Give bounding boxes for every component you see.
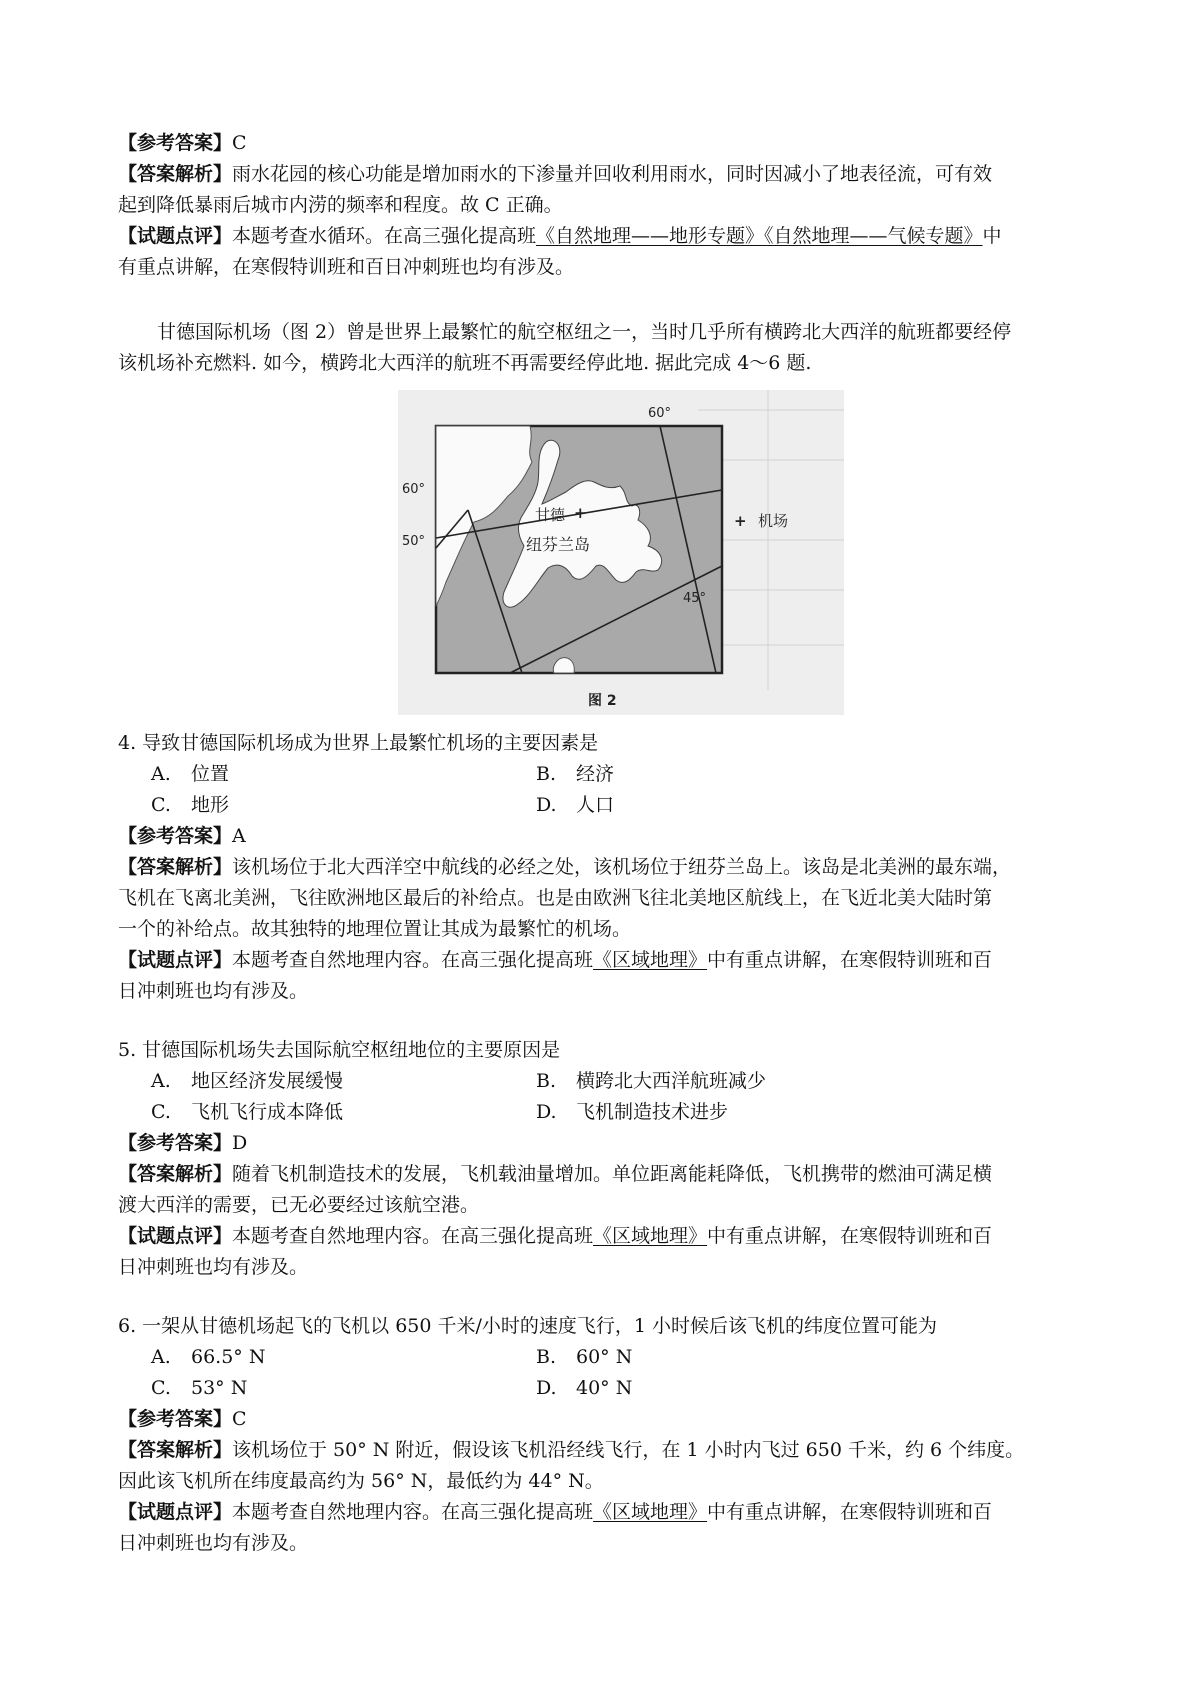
island-label: 纽芬兰岛 (526, 535, 591, 554)
course-link: 《自然地理——地形专题》《自然地理——气候专题》 (536, 225, 983, 247)
label-50-left: 50° (402, 534, 426, 549)
course-link: 《区域地理》 (593, 949, 708, 971)
figure-caption: 图 2 (588, 693, 617, 709)
airport-label: 甘德 (535, 506, 566, 524)
q4-option-b[interactable]: B. 经济 (536, 763, 615, 785)
label-45: 45° (683, 591, 707, 606)
q6-analysis-line-1: 【答案解析】该机场位于 50° N 附近，假设该飞机沿经线飞行，在 1 小时内飞过 650 千米，约 6 个纬度。 (118, 1439, 1025, 1461)
top-ref-answer: 【参考答案】C (118, 132, 247, 154)
q6-ref-answer: 【参考答案】C (118, 1408, 247, 1430)
q4-analysis-line-2: 飞机在飞离北美洲，飞往欧洲地区最后的补给点。也是由欧洲飞往北美地区航线上，在飞近北美大陆时第 (118, 887, 993, 909)
q6-option-a[interactable]: A. 66.5° N (151, 1346, 266, 1368)
q4-option-c[interactable]: C. 地形 (151, 794, 230, 816)
q4-option-a[interactable]: A. 位置 (151, 763, 230, 785)
q5-stem: 5. 甘德国际机场失去国际航空枢纽地位的主要原因是 (118, 1039, 561, 1061)
course-link: 《区域地理》 (593, 1225, 708, 1247)
q5-option-b[interactable]: B. 横跨北大西洋航班减少 (536, 1070, 767, 1092)
q5-option-c[interactable]: C. 飞机飞行成本降低 (151, 1101, 344, 1123)
course-link: 《区域地理》 (593, 1501, 708, 1523)
top-comment-line-1: 【试题点评】本题考查水循环。在高三强化提高班《自然地理——地形专题》《自然地理——气候专题》中 (118, 225, 1002, 247)
q4-comment-line-2: 日冲刺班也均有涉及。 (118, 980, 309, 1002)
q5-option-a[interactable]: A. 地区经济发展缓慢 (151, 1070, 344, 1092)
map-figure (398, 390, 844, 715)
q6-option-d[interactable]: D. 40° N (536, 1377, 633, 1399)
q6-comment-line-1: 【试题点评】本题考查自然地理内容。在高三强化提高班《区域地理》中有重点讲解，在寒假特训班和百 (118, 1501, 993, 1523)
q4-option-d[interactable]: D. 人口 (536, 794, 615, 816)
top-comment-line-2: 有重点讲解，在寒假特训班和百日冲刺班也均有涉及。 (118, 256, 575, 278)
airport-marker-icon: + (574, 504, 587, 522)
label-60-top: 60° (648, 406, 672, 421)
q4-analysis-line-3: 一个的补给点。故其独特的地理位置让其成为最繁忙的机场。 (118, 918, 632, 940)
intro-line-1: 甘德国际机场（图 2）曾是世界上最繁忙的航空枢纽之一，当时几乎所有横跨北大西洋的航班都要经停 (157, 321, 1012, 343)
q5-option-d[interactable]: D. 飞机制造技术进步 (536, 1101, 729, 1123)
q6-option-b[interactable]: B. 60° N (536, 1346, 633, 1368)
q6-comment-line-2: 日冲刺班也均有涉及。 (118, 1532, 309, 1554)
q6-stem: 6. 一架从甘德机场起飞的飞机以 650 千米/小时的速度飞行，1 小时候后该飞机的纬度位置可能为 (118, 1315, 938, 1337)
q6-analysis-line-2: 因此该飞机所在纬度最高约为 56° N，最低约为 44° N。 (118, 1470, 604, 1492)
q4-analysis-line-1: 【答案解析】该机场位于北大西洋空中航线的必经之处，该机场位于纽芬兰岛上。该岛是北美洲的最东端， (118, 856, 1012, 878)
legend-airport-symbol-icon: + (734, 512, 747, 530)
q5-comment-line-1: 【试题点评】本题考查自然地理内容。在高三强化提高班《区域地理》中有重点讲解，在寒假特训班和百 (118, 1225, 993, 1247)
q4-comment-line-1: 【试题点评】本题考查自然地理内容。在高三强化提高班《区域地理》中有重点讲解，在寒假特训班和百 (118, 949, 993, 971)
label-60-left: 60° (402, 482, 426, 497)
q4-ref-answer: 【参考答案】A (118, 825, 246, 847)
legend-airport-label: 机场 (758, 512, 789, 530)
map-svg (398, 390, 844, 715)
q4-stem: 4. 导致甘德国际机场成为世界上最繁忙机场的主要因素是 (118, 732, 599, 754)
q5-analysis-line-1: 【答案解析】随着飞机制造技术的发展，飞机载油量增加。单位距离能耗降低，飞机携带的燃油可满足横 (118, 1163, 993, 1185)
q5-ref-answer: 【参考答案】D (118, 1132, 248, 1154)
q5-analysis-line-2: 渡大西洋的需要，已无必要经过该航空港。 (118, 1194, 480, 1216)
top-analysis-line-1: 【答案解析】雨水花园的核心功能是增加雨水的下渗量并回收利用雨水，同时因减小了地表径流，可有效 (118, 163, 993, 185)
q6-option-c[interactable]: C. 53° N (151, 1377, 248, 1399)
top-analysis-line-2: 起到降低暴雨后城市内涝的频率和程度。故 C 正确。 (118, 194, 563, 216)
intro-line-2: 该机场补充燃料. 如今，横跨北大西洋的航班不再需要经停此地. 据此完成 4～6 题. (118, 352, 812, 374)
q5-comment-line-2: 日冲刺班也均有涉及。 (118, 1256, 309, 1278)
